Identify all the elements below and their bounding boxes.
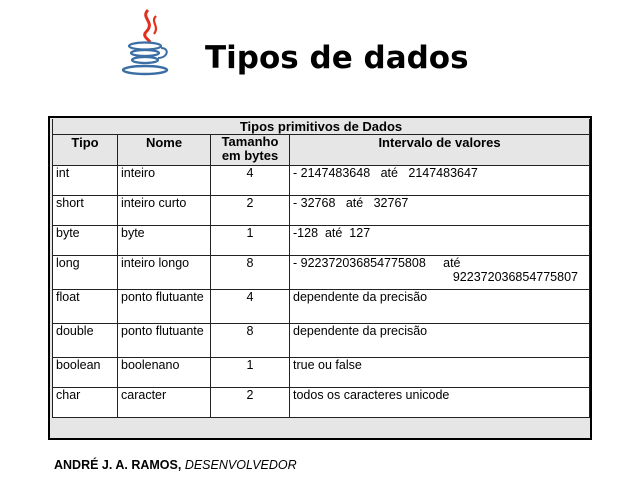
cell-tamanho: 4: [211, 290, 290, 324]
cell-intervalo: dependente da precisão: [290, 324, 590, 358]
cell-tamanho: 8: [211, 324, 290, 358]
cell-intervalo: [290, 256, 590, 290]
cell-nome: inteiro longo: [118, 256, 211, 290]
footer-role: DESENVOLVEDOR: [184, 458, 297, 472]
cell-nome: boolenano: [118, 358, 211, 388]
slide-footer: [54, 458, 297, 472]
cell-intervalo: todos os caracteres unicode: [290, 388, 590, 418]
cell-tipo: long: [53, 256, 118, 290]
header-tamanho-line2: em bytes: [221, 148, 279, 163]
cell-tipo: int: [53, 166, 118, 196]
table-row: [53, 324, 590, 358]
cell-nome: inteiro: [118, 166, 211, 196]
cell-intervalo: dependente da precisão: [290, 290, 590, 324]
footer-author: ANDRÉ J. A. RAMOS,: [54, 458, 182, 472]
java-coffee-cup-icon: [118, 6, 176, 78]
intervalo-long: [293, 256, 586, 284]
table-row: [53, 358, 590, 388]
header-nome: Nome: [118, 135, 211, 166]
cell-nome: ponto flutuante: [118, 324, 211, 358]
slide-title: Tipos de dados: [205, 40, 469, 76]
cell-tamanho: 2: [211, 388, 290, 418]
cell-intervalo: true ou false: [290, 358, 590, 388]
data-types-table: [48, 116, 592, 440]
table-caption: Tipos primitivos de Dados: [53, 119, 590, 135]
cell-tipo: short: [53, 196, 118, 226]
cell-tamanho: 1: [211, 226, 290, 256]
table-header-row: [53, 135, 590, 166]
cell-intervalo: - 32768 até 32767: [290, 196, 590, 226]
cell-tipo: byte: [53, 226, 118, 256]
table-row: [53, 196, 590, 226]
table-row: [53, 256, 590, 290]
table-row: [53, 388, 590, 418]
cell-intervalo: -128 até 127: [290, 226, 590, 256]
cell-tamanho: 4: [211, 166, 290, 196]
cell-nome: caracter: [118, 388, 211, 418]
table-row: [53, 166, 590, 196]
cell-tipo: boolean: [53, 358, 118, 388]
intervalo-long-line2: 922372036854775807: [452, 270, 578, 284]
header-tamanho: [211, 135, 290, 166]
cell-tamanho: 8: [211, 256, 290, 290]
header-intervalo: Intervalo de valores: [290, 135, 590, 166]
intervalo-long-line1: - 922372036854775808 até: [293, 256, 461, 270]
cell-nome: inteiro curto: [118, 196, 211, 226]
cell-tamanho: 2: [211, 196, 290, 226]
cell-tipo: double: [53, 324, 118, 358]
header-tamanho-line1: Tamanho: [221, 134, 279, 149]
table-caption-row: [53, 119, 590, 135]
header-tipo: Tipo: [53, 135, 118, 166]
cell-tamanho: 1: [211, 358, 290, 388]
cell-tipo: char: [53, 388, 118, 418]
cell-intervalo: - 2147483648 até 2147483647: [290, 166, 590, 196]
table-row: [53, 226, 590, 256]
table-row: [53, 290, 590, 324]
cell-tipo: float: [53, 290, 118, 324]
cell-nome: ponto flutuante: [118, 290, 211, 324]
cell-nome: byte: [118, 226, 211, 256]
